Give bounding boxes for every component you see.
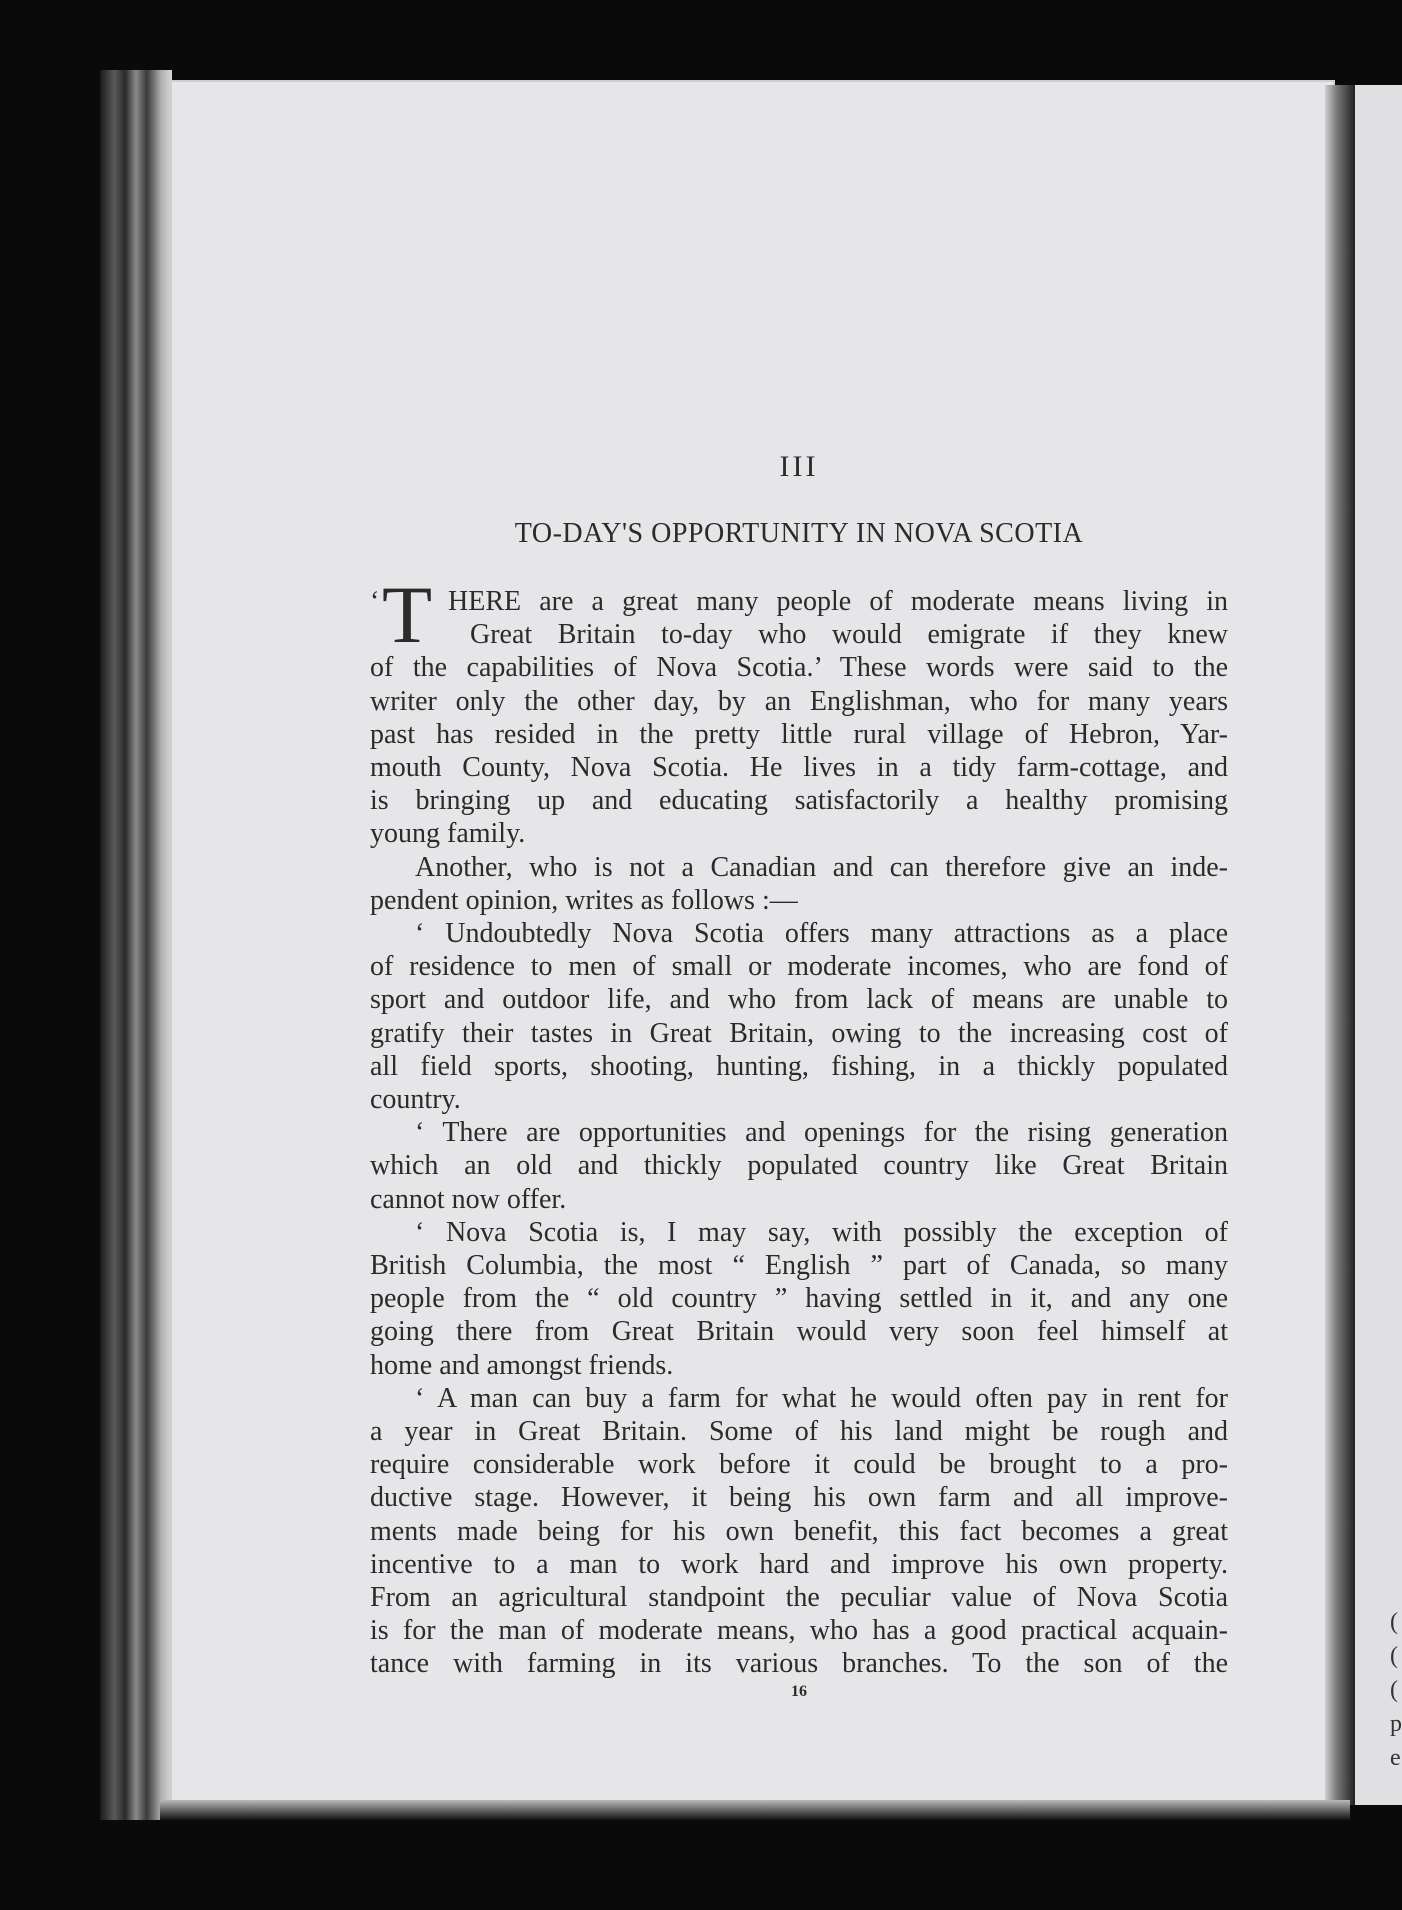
body-line: cannot now offer. <box>370 1184 567 1215</box>
facing-page-text-fragment: ( ( ( p e <box>1390 1609 1402 1771</box>
body-line: ments made being for his own benefit, this fact becomes a great <box>370 1516 1228 1547</box>
body-line: of the capabilities of Nova Scotia.’ These words were said to the <box>370 652 1228 683</box>
body-line: mouth County, Nova Scotia. He lives in a tidy farm-cottage, and <box>370 752 1228 783</box>
body-line: ‘ Undoubtedly Nova Scotia offers many attractions as a place <box>415 918 1228 949</box>
body-line: which an old and thickly populated country like Great Britain <box>370 1150 1228 1181</box>
body-line: ‘ There are opportunities and openings for the rising generation <box>415 1117 1228 1148</box>
body-line: is bringing up and educating satisfactorily a healthy promising <box>370 785 1228 816</box>
body-line: pendent opinion, writes as follows :— <box>370 885 798 916</box>
body-line: all field sports, shooting, hunting, fishing, in a thickly populated <box>370 1051 1228 1082</box>
body-line: ‘ Nova Scotia is, I may say, with possibly the exception of <box>415 1217 1228 1248</box>
body-line: incentive to a man to work hard and improve his own property. <box>370 1549 1228 1580</box>
page-bottom-edge <box>160 1800 1350 1820</box>
chapter-number: III <box>779 450 819 483</box>
body-line: ductive stage. However, it being his own farm and all improve- <box>370 1482 1228 1513</box>
body-line: HERE are a great many people of moderate means living in <box>448 586 1228 617</box>
body-line: require considerable work before it could be brought to a pro- <box>370 1449 1228 1480</box>
drop-cap: T <box>382 569 433 660</box>
page-number: 16 <box>791 1683 807 1700</box>
body-line: people from the “ old country ” having settled in it, and any one <box>370 1283 1228 1314</box>
facing-page-edge <box>1355 85 1402 1805</box>
body-line: home and amongst friends. <box>370 1350 674 1381</box>
body-line: writer only the other day, by an Englishman, who for many years <box>370 686 1228 717</box>
body-line: British Columbia, the most “ English ” part of Canada, so many <box>370 1250 1228 1281</box>
body-line: young family. <box>370 818 526 849</box>
body-line: country. <box>370 1084 461 1115</box>
opening-quote: ‘ <box>370 586 380 617</box>
body-line: Great Britain to-day who would emigrate if they knew <box>470 619 1228 650</box>
body-line: ‘ A man can buy a farm for what he would often pay in rent for <box>415 1383 1228 1414</box>
body-line: is for the man of moderate means, who has a good practical acquain- <box>370 1615 1228 1646</box>
body-line: a year in Great Britain. Some of his land might be rough and <box>370 1416 1228 1447</box>
body-line: past has resided in the pretty little rural village of Hebron, Yar- <box>370 719 1228 750</box>
page-gutter <box>1325 85 1355 1805</box>
body-line: going there from Great Britain would very soon feel himself at <box>370 1316 1228 1347</box>
body-line: tance with farming in its various branches. To the son of the <box>370 1648 1228 1679</box>
body-line: Another, who is not a Canadian and can therefore give an inde- <box>415 852 1228 883</box>
body-line: From an agricultural standpoint the peculiar value of Nova Scotia <box>370 1582 1228 1613</box>
book-spine <box>100 70 172 1820</box>
body-line: of residence to men of small or moderate incomes, who are fond of <box>370 951 1228 982</box>
chapter-title: TO-DAY'S OPPORTUNITY IN NOVA SCOTIA <box>514 518 1084 549</box>
body-line: sport and outdoor life, and who from lack of means are unable to <box>370 984 1228 1015</box>
body-line: gratify their tastes in Great Britain, owing to the increasing cost of <box>370 1018 1228 1049</box>
